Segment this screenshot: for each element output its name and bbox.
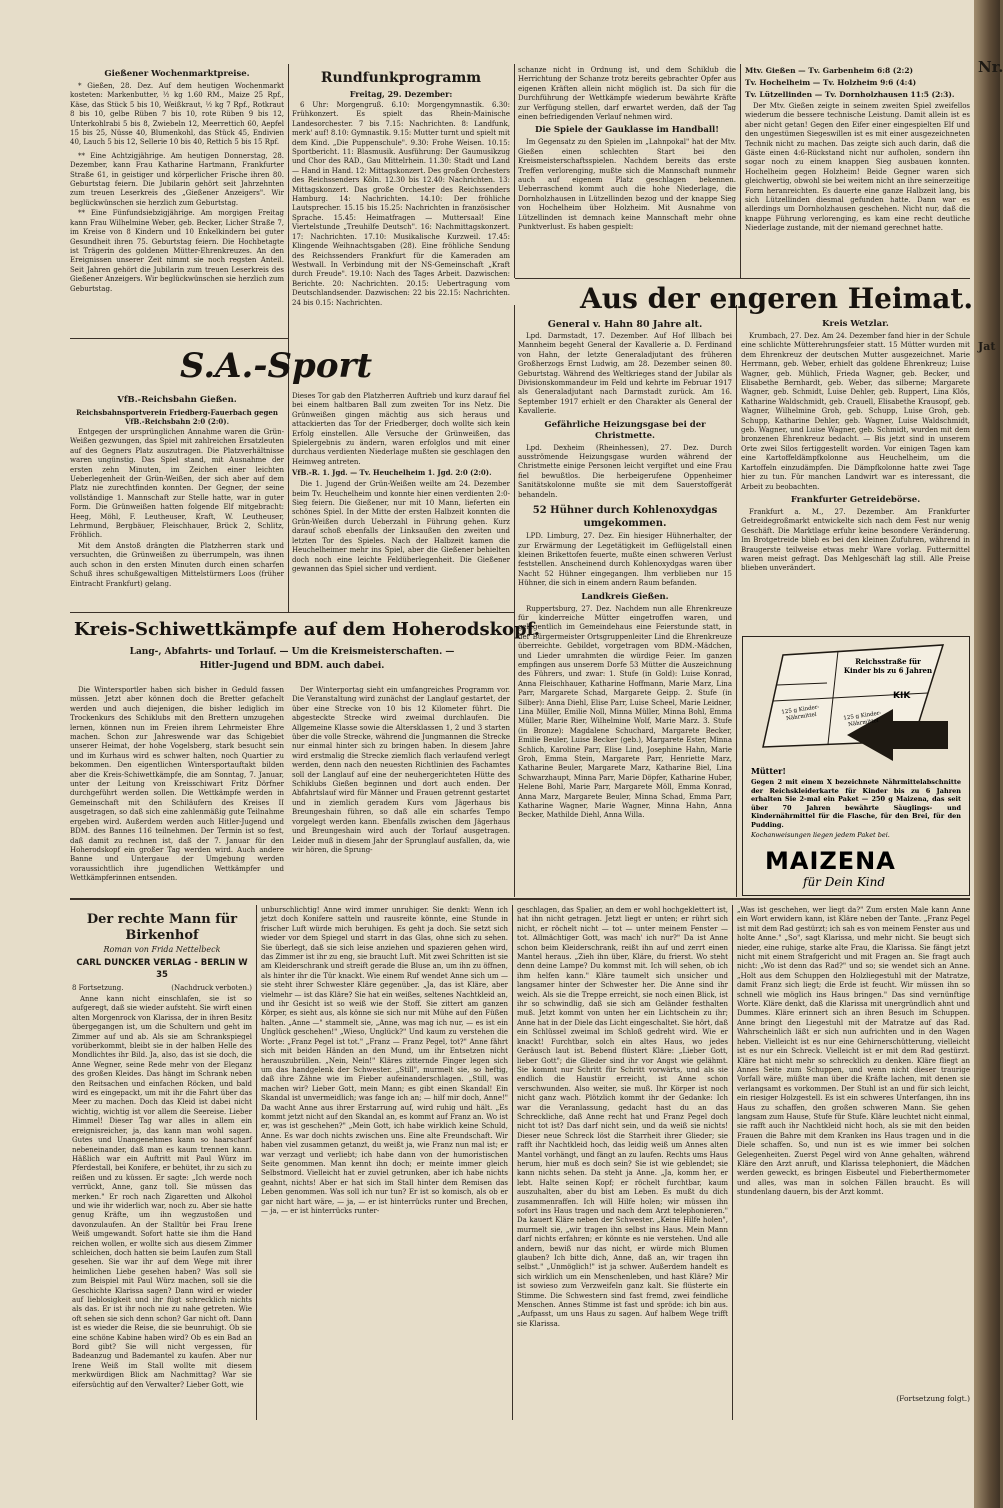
hahn-title: General v. Hahn 80 Jahre alt. <box>547 319 703 330</box>
novel-publisher: CARL DUNCKER VERLAG - BERLIN W 35 <box>76 958 248 980</box>
ad-brand: MAIZENA <box>765 847 896 875</box>
novel-body-4: „Was ist geschehen, wer liegt da?" Zum ersten Male kann Anne ein Wort erwidern kann, ist Kläre neben der Tante. „Franz Pegel ist mit dem Rad gestürzt; ich sah es von meinem Fenster aus und holte Anne." „So", sagt Klarissa, und mehr nicht. Sie beugt sich nieder, eine ruhige, starke alte Frau, die Klarissa. Sie fängt jetzt nicht mit einem Strafgericht und mit Fragen an. Sie fragt auch nicht: „Wo ist denn das Rad?" und so; sie wendet sich an Anne. „Holt aus dem Schuppen den Holzliegestuhl mit der Matratze, damit Franz sich liegt; die Erde ist feucht. Wir müssen ihn so schnell wie möglich ins Haus bringen." Das sind vernünftige Worte. Kläre denkt, daß die Klarissa mit unergründlich ahnt und Dummes. Kläre erinnert sich an ihren Besuch im Schuppen. Anne bringt den Liegestuhl mit der Matratze auf das Rad. Wahrscheinlich läßt er sich nun aufrichten und in den Wagen heben. Vielleicht ist es nur eine Gehirnerschütterung, vielleicht ist es nur ein Schreck. Vielleicht ist er mit dem Rad gestürzt. Kläre hat nicht mehr so schrecklich zu denken. Kläre fliegt an Annes Seite zum Schuppen, und wenn nicht dieser traurige Vorfall wäre, müßte man über die Kräfte lachen, mit denen sie verlangsamt es vorkommen. Der Stuhl ist an und für sich leicht, ein riesiger Holzgestell. Es ist ein schweres Unterfangen, ihn ins Haus zu schaffen, den großen schweren Mann. Sie gehen langsam zum Hause, Stufe für Stufe. Kläre leuchtet nicht einmal, sie rafft auch ihr Nachtkleid nicht hoch, als sie mit den beiden Frauen die Bahre mit dem Kranken ins Haus tragen und in die Diele schaffen. So, und nun ist es wie immer bei solchen Gelegenheiten. Zuerst Pegel wird von Anne gehalten, während Kläre den Arzt anruft, und Klarissa telephoniert, die Mädchen werden geweckt, es bringen Eisbeutel und Fieberthermometer und alles, was man in solchen Fällen braucht. Es will stundenlang dauern, bis der Arzt kommt. <box>737 906 970 1197</box>
column-rule <box>514 305 515 897</box>
heimat-headline: Aus der engeren Heimat. <box>580 282 974 315</box>
birthday-75: ** Eine Fünfundsiebzigjährige. Am morgigen Freitag kann Frau Wilhelmine Weber, geb. Becker, Licher Straße 7, im Kreise von 8 Kindern und 10 Enkelkindern bei guter Gesundheit ihren 75. Geburtstag feiern. Die Hochbetagte ist Trägerin des goldenen Mütter-Ehrenkreuzes. An den Ereignissen unserer Zeit nimmt sie noch regsten Anteil. Seit Jahren gehört die Jubilarin zum treuen Leserkreis des Gießener Anzeigers. Wir beglückwünschen sie herzlich zum Geburtstag. <box>70 209 284 293</box>
boerse-title: Frankfurter Getreidebörse. <box>790 494 921 505</box>
novel-continued: (Fortsetzung folgt.) <box>896 1394 970 1403</box>
ski-subtitle-1: Lang-, Abfahrts- und Torlauf. — Um die Kreismeisterschaften. — <box>129 647 455 657</box>
novel-column-3 <box>517 906 728 1418</box>
wetzlar-body: Krumbach, 27. Dez. Am 24. Dezember fand hier in der Schule eine schlichte Mütterehrungsfeier statt. 15 Mütter wurden mit dem Ehrenkreuz der deutschen Mutter ausgezeichnet. Marie Herrmann, geb. Weber, erhielt das goldene Ehrenkreuz; Luise Wagner, geb. Mühlich, Frieda Wagner, geb. Becker, und Elisabethe Bernhardt, geb. Weber, das silberne; Margarete Wagner, geb. Schmidt, Luise Dehler, geb. Ruppert, Lina Klös, Katharine Waldschmidt, geb. Crauell, Elisabethe Krausopf, geb. Wagner, Wilhelmine Groh, geb. Schupp, Luise Groh, geb. Schupp, Katharine Dehler, geb. Wagner, Luise Waldschmidt, geb. Wagner, und Luise Wagner, geb. Schmidt, wurden mit dem bronzenen Ehrenkreuz bedacht. — Bis jetzt sind in unserem Orte zwei Silos fertiggestellt worden. Vor einigen Tagen kam eine Kartoffeldämpfkolonne aus Heuchelheim, um die Kartoffeln einzudämpfen. Die Dämpfkolonne hatte zwei Tage hier zu tun. Für manchen Landwirt war es interessant, die Arbeit zu beobachten. <box>741 332 970 491</box>
novel-body-3: geschlagen, das Spalier, an dem er wohl hochgeklettert ist, hat ihn nicht getragen. Jetzt liegt er unten; er rührt sich nicht, er röchelt nicht — tot — unter meinem Fenster — tot. Allmächtiger Gott, was mach' ich nur?" Da ist Anne schon beim Kleiderschrank, reißt ihn auf und zerrt einen Mantel heraus. „Zieh ihn über, Kläre, du frierst. Wo steht denn deine Lampe? Du kommst mit. Ich will sehen, ob ich ihm helfen kann." Kläre taumelt sich unsicher und langsamer hinter der Schwester her. Die Anne sind ihr weich. Als sie die Treppe erreicht, sie noch einen Blick, ist ihr so schwindlig, daß sie sich am Geländer festhalten muß. Jetzt kommt von unten her ein Lichtschein zu ihr; Anne hat in der Diele das Licht eingeschaltet. Sie hört, daß ein Schlüssel zweimal im Schloß gedreht wird. Wie er knackt! Furchtbar, solch ein altes Haus, wo jedes Geräusch laut ist. Bebend flüstert Kläre: „Lieber Gott, lieber Gott"; die Glieder sind ihr vor Angst wie gelähmt. Sie kommt nur Schritt für Schritt vorwärts, und als sie endlich die Haustür erreicht, ist Anne schon verschwunden. Also weiter, sie muß. Ihr Körper ist noch nicht ganz wach. Plötzlich kommt ihr der Gedanke: Ich war die Veranlassung, gedacht hast du an das Schreckliche, daß Anne recht hat und Franz Pegel doch nicht tot ist? Das darf nicht sein, und da weiß sie nichts! Dieser neue Schreck löst die Starrheit ihrer Glieder; sie rafft ihr Nachtkleid hoch, das leidig weiß um Annes alten Mantel vorhängt, und fängt an zu laufen. Rechts ums Haus herum, hier muß es doch sein? Sie ist wie geblendet; sie kann nichts sehen. Da steht ja Anne. „Ja, komm her, er lebt. Halte seinen Kopf; er röchelt furchtbar, kaum auszuhalten, aber du bist am Leben. Es mußt du dich zusammenraffen. Ich will Hilfe holen; wir müssen ihn sofort ins Haus tragen und nach dem Arzt telephonieren." Da kauert Kläre neben der Schwester. „Keine Hilfe holen", murmelt sie, „wir tragen ihn selbst ins Haus. Mein Mann darf nichts erfahren; er könnte es nie verstehen. Und alle andern, bewiß nur das nicht, er würde mich Blumen glauben? Ich bitte dich, Anne, daß an, wir tragen ihn selbst." „Unmöglich!" ist ja schwer. Außerdem handelt es sich wirklich um ein Menschenleben, und hast Kläre? Mir ist sowieso zum Verzweifeln ganz kalt. Sie flüsterte ein Stimme. Die Schwestern sind fast fremd, zwei feindliche Menschen. Annes Stimme ist fast und spröde: ich bin aus. „Aufpasst, um uns Haus zu sagen. Auf halbem Wege trifft sie Klarissa. <box>517 906 728 1328</box>
handball-score-3: Tv. Lützellinden — Tv. Dornholzhausen 11:5 (2:3). <box>745 90 955 99</box>
ski-column-right <box>292 686 510 896</box>
ski-top-rule <box>70 612 514 613</box>
ski-column-left <box>70 686 284 896</box>
handball-body: Der Mtv. Gießen zeigte in seinem zweiten Spiel zweifellos wiederum die bessere technische Leistung. Damit allein ist es aber nicht getan! Gegen den Eifer einer eingespielten Elf und den ungestümen Siegeswillen ist es mit einer ausgezeichneten Technik nicht zu machen. Das zeigte sich auch darin, daß die Gäste einen 4:6-Rückstand nicht nur aufholen, sondern ihn sogar noch zu einem knappen Sieg ausbauen konnten. Hochelheim gegen Holzheim! Beide Gegner waren sich gleichwertig, obwohl sie bei weitem nicht an ihre seinerzeitige Form heranreichten. Es dauerte eine ganze Halbzeit lang, bis sich Lützellinden diesmal gefunden hatte. Dann war es allerdings um Dornholzhausen geschehen. Nicht nur, daß die knappe Führung verlorenging, es kam eine recht deutliche Niederlage zustande, mit der niemand gerechnet hatte. <box>745 102 970 233</box>
novel-body-2: unburschlichtig! Anne wird immer unruhiger. Sie denkt: Wenn ich jetzt doch Konifere satteln und rausreite könnte, eine Stunde in frischer Luft würde mich beruhigen. Es geht ja doch. Sie setzt sich wieder vor dem Spiegel und starrt in das Glas, ohne sich zu sehen. Sie überlegt, daß sie sich leise anziehen und spazieren gehen wird, das Zimmer ist ihr zu eng, sie braucht Luft. Mit zwei Schritten ist sie am Kleiderschrank und streift gerade die Bluse an, um ihn zu öffnen, als hinter ihr die Tür knackt. Wie einem Ruf wendet Anne sich um — sie steht ihrer Schwester Kläre gegenüber. „Ja, das ist Kläre, aber vielmehr — ist das Kläre? Sie hat ein weißes, seltenes Nachtkleid an, und ihr Gesicht ist so weiß wie der Stoff. Sie zittert am ganzen Körper, es sieht aus, als könne sie sich nur mit Mühe auf den Füßen halten. „Anne —" stammelt sie, „Anne, was mag ich nur, — es ist ein Unglück geschehen!" „Wieso, Unglück?" Und kaum zu verstehen die Worte: „Franz Pegel ist tot." „Franz — Franz Pegel, tot?" Anne fährt sich mit beiden Händen an den Mund, um ihr Entsetzen nicht herauszubrüllen. „Nein, Nein!" Kläres zitternde Finger legen sich um das handgelenk der Schwester. „Still", murmelt sie, so heftig, daß ihre Zähne wie im Fieber aufeinanderschlagen. „Still, was machen wir? Lieber Gott, mein Mann; es gibt einen Skandal! Ein Skandal ist unvermeidlich; was fange ich an; — hilf mir doch, Anne!" Da wacht Anne aus ihrer Erstarrung auf, wird ruhig und hält. „Es kommt jetzt nicht auf den Skandal an, es kommt auf Franz an. Wo ist er, was ist geschehen?" „Mein Gott, ich habe wirklich keine Schuld, Anne. Es war doch nichts zwischen uns. Eine alte Freundschaft. Wir haben viel zusammen getanzt, du weißt ja, wie Franz nun mal ist; er war verzagt und verliebt; ich habe dann von der humoristischen Seite genommen. Man kennt ihn doch; er meinte immer gleich Selbstmord. Vielleicht hat er zuviel getrunken, aber ich habe nichts geahnt, nichts! Aber er hat sich im Stall hinter dem Remisen das Leben genommen. Was soll ich nur tun? Er ist so komisch, als ob er gar nicht hart wäre, — ja, — er ist hinterrücks runter und Brechen, — ja, — er ist hinterrücks runter- <box>261 906 508 1215</box>
landkreis-body: Ruppertsburg, 27. Dez. Nachdem nun alle Ehrenkreuze für kinderreiche Mütter eingetroffen waren, und gelegentlich im Gemeindehaus eine Feierstunde statt, in der Bürgermeister Ortsgruppenleiter Lind die Ehrenkreuze überreichte. Gebildet, vorgetragen vom BDM.-Mädchen, und Lieder umrahmten die würdige Feier. Im ganzen empfingen aus unserem Dorfe 53 Mütter die Auszeichnung des Führers, und zwar: 1. Stufe (in Gold): Luise Konrad, Anna Fleischhauer, Katharine Hoffmann, Marie Marz, Lina Parr, Margarete Schad, Margarete Geipp. 2. Stufe (in Silber): Anna Diehl, Elise Parr, Luise Scheel, Marie Leidner, Lina Müller, Emilie Noll, Minna Müller, Minna Bohl, Emma Müller, Marie Rier, Wilhelmine Wolf, Marie Marz. 3. Stufe (in Bronze): Magdalene Schuchard, Margarete Becker, Emilie Beuler, Luise Becker (geb.), Margarete Ester, Minna Schlich, Karoline Parr, Elise Lind, Josephine Hahn, Marie Groh, Emma Stein, Margarete Parr, Henriette Marz, Katharine Beuler, Margarete Marz, Katharine Biel, Lina Schwarzhaupt, Minna Parr, Marie Döpfer, Katharine Huber, Helene Bohl, Marie Parr, Margarete Möll, Emma Konrad, Anna Marz, Margarete Beuler, Minna Schad, Emma Parr, Katharine Wagner, Marie Wagner, Minna Hahn, Anna Becker, Mathilde Diehl, Anna Willa. <box>518 604 732 820</box>
gauklasse-column <box>518 66 736 276</box>
sport-body-2: Mit dem Anstoß drängten die Platzherren stark und versuchten, die Grünweißen zu überrumpeln, was ihnen auch schon in den ersten Minuten durch einen scharfen Schuß ihres schußgewaltigen Mittelstürmers Loos (früher Eintracht Frankfurt) gelang. <box>70 541 284 588</box>
radio-date: Freitag, 29. Dezember: <box>349 89 453 99</box>
adjacent-page-edge <box>974 0 1003 1508</box>
sport-headline: S.A.-Sport <box>180 346 373 386</box>
ration-card-illustration <box>743 637 969 757</box>
market-body: * Gießen, 28. Dez. Auf dem heutigen Wochenmarkt kosteten: Markenbutter, ½ kg 1.60 RM., Maize 25 Rpf., Käse, das Stück 5 bis 10, Weißkraut, ½ kg 7 Rpf., Rotkraut 8 bis 10, gelbe Rüben 7 bis 10, rote Rüben 9 bis 12, Unterkohlrabi 5 bis 8, Zwiebeln 12, Meerrettich 60, Aepfel 15 bis 25, Nüsse 40, Blumenkohl, das Stück 45, Endivien 40, Lauch 5 bis 12, Sellerie 10 bis 40, Rettich 5 bis 15 Rpf. <box>70 82 284 147</box>
handball-column <box>745 66 970 276</box>
ad-text-block <box>751 765 961 840</box>
heimat-column-right <box>741 316 970 634</box>
hahn-body: Lpd. Darmstadt, 17. Dezember. Auf Hof Illbach bei Mannheim begeht General der Kavallerie a. D. Ferdinand von Hahn, der letzte Generaladjutant des früheren Großherzogs Ernst Ludwig, am 28. Dezember seinen 80. Geburtstag. Während des Weltkrieges stand der Jubilar als Divisionskommandeur im Feld und kehrte im Februar 1917 als Generaladjutant nach Darmstadt zurück. Am 16. September 1917 erhielt er den Charakter als General der Kavallerie. <box>518 332 732 416</box>
ski-body-2: Der Winterportag sieht ein umfangreiches Programm vor. Die Veranstaltung wird zunächst der Langlauf gestartet, der über eine Strecke von 10 bis 12 Kilometer führt. Die abgesteckte Strecke wird zweimal durchlaufen. Die Allgemeine Klasse sowie die Altersklassen 1, 2 und 3 starten über die volle Strecke, während die Jungmannen die Strecke nur einmal hinter sich zu bringen haben. In diesem Jahre wird erstmalig die Strecke ziemlich flach verlaufend verlegt werden, denn nach den neuesten Richtlinien des Fachamtes soll der Langlauf auf eine der neuhergerichteten Hütte des Schiklubs Gießen beginnen und dort auch enden. Der Abfahrtslauf wird für Männer und Frauen getrennt gestartet und in ziemlich geradem Kurs vom Jägerhaus bis Breungeshain führen, so daß alle ein scharfes Tempo vorgelegt werden kann. Ebenfalls zwischen dem Jägerhaus und Breungeshain wird auch der Torlauf ausgetragen. Leider muß in diesem Jahr der Sprunglauf ausfallen, da, wie wir hören, die Sprung- <box>292 686 510 854</box>
heimat-top-rule <box>515 278 970 279</box>
sport-club-heading: VfB.-Reichsbahn Gießen. <box>117 395 237 405</box>
ski-body-1: Die Wintersportler haben sich bisher in Geduld fassen müssen. Jetzt aber können doch die Bretter gefachelt werden und auch diejenigen, die bisher lediglich im Trockenkurs des Schiklubs mit den Brettern umzugehen lernen, können nun im Freien ihrem Lehrmeister Ehre machen. Schon zur Jahreswende war das Schigebiet unserer Heimat, der hohe Vogelsberg, stark besucht sein und im Kurhaus wird es schwer halten, noch Quartier zu bekommen. Den eigentlichen Wintersportauftakt bilden aber die Kreis-Schiwettkämpfe, die am Sonntag, 7. Januar, unter der Leitung von Kreisschiwart Fritz Dörfner durchgeführt werden sollen. Die Wettkämpfe werden in Gemeinschaft mit den Schiläufern des Kreises II ausgetragen, so daß sich eine zahlenmäßig gute Teilnahme ergeben wird. Außerdem werden auch Hitler-Jugend und BDM. des Bannes 116 teilnehmen. Der Termin ist so fest, daß damit zu rechnen ist, daß der 7. Januar für den Hoherodskopf ein großer Tag werden wird. Auch andere Banne und Untergaue der Umgebung werden voraussichtlich ihre jugendlichen Wettkämpfer und Wettkämpferinnen entsenden. <box>70 686 284 883</box>
sport-body-1: Entgegen der ursprünglichen Annahme waren die Grün-Weißen gezwungen, das Spiel mit zahlreichen Ersatzleuten auf des Gegners Platz auszutragen. Die Platzverhältnisse waren ungünstig. Das Spiel stand, mit Ausnahme der ersten zehn Minuten, im Zeichen einer leichten Ueberlegenheit der Grün-Weißen, der sich aber auf dem Platz nie zurechtfinden konnten. Der Gegner, der seine vollständige 1. Mannschaft zur Stelle hatte, war in guter Form. Die Grünweißen hatten folgende Elf mitgebracht: Heeg, Möhl, F. Leutheuser, Kraft, W. Leutheuser, Lehrmund, Bergbäuer, Fleischhauer, Brück 2, Schlitz, Fröhlich. <box>70 428 284 540</box>
ad-coupon-b: 125 g Kinder-Nährmittel <box>843 710 882 729</box>
ad-map-title: Reichsstraße für Kinder bis zu 6 Jahren <box>843 657 933 675</box>
novel-column-2 <box>261 906 508 1418</box>
edge-label-mid: Jat <box>978 340 996 353</box>
birthday-80: ** Eine Achtzigjährige. Am heutigen Donnerstag, 28. Dezember, kann Frau Katharine Hartmann, Frankfurter Straße 61, in geistiger und körperlicher Frische ihren 80. Geburtstag feiern. Die Jubilarin gehört seit Jahrzehnten zum treuen Leserkreis des „Gießener Anzeigers". Wir beglückwünschen sie herzlich zum Geburtstag. <box>70 151 284 207</box>
sport-youth-result: VfB.-R. 1. Jgd. — Tv. Heuchelheim 1. Jgd. 2:0 (2:0). <box>292 468 492 478</box>
ad-slogan: für Dein Kind <box>803 875 886 889</box>
gas2-title: 52 Hühner durch Kohlenoxydgas umgekommen. <box>532 505 718 530</box>
column-rule <box>288 64 289 392</box>
heimat-column-left <box>518 316 732 896</box>
ad-kik-label: KIK <box>893 691 911 701</box>
maizena-advertisement <box>742 636 970 896</box>
wetzlar-title: Kreis Wetzlar. <box>822 319 889 329</box>
gas2-body: LPD. Limburg, 27. Dez. Ein hiesiger Hühnerhalter, der zur Erwärmung der Legetätigkeit im Geflügelstall einen kleinen Brikettofen feuerte, mußte einen schweren Verlust feststellen. Anscheinend durch Kohlenoxydgas waren über Nacht 52 Hühner eingegangen. Ihm verblieben nur 15 Hühner, die sich in einem andern Raum befanden. <box>518 532 732 588</box>
ski-continuation: schanze nicht in Ordnung ist, und dem Schiklub die Herrichtung der Schanze trotz bereits gebrachter Opfer aus eigenen Kräften allein nicht möglich ist. Da sich für die Durchführung der Wettkämpfe wiederum bewährte Kräfte zur Verfügung stellen, darf erwartet werden, daß der Tag einen befriedigenden Verlauf nehmen wird. <box>518 66 736 122</box>
column-rule <box>512 905 513 1420</box>
novel-rights: (Nachdruck verboten.) <box>171 984 252 992</box>
radio-body: 6 Uhr: Morgengruß. 6.10: Morgengymnastik. 6.30: Frühkonzert. Es spielt das Rhein-Mainische Landesorchester. 7 bis 7.15: Nachrichten. 8: Landfunk, merk' auf! 8.10: Gymnastik. 9.15: Mutter turnt und spielt mit dem Kind. „Die Puppenschule". 9.30: Frohe Weisen. 10.15: Sportbericht. 11: Blasmusik. Ausführung: Der Gaumusikzug und Chor des RAD., Gau Mittelrhein. 11.30: Stadt und Land — Hand in Hand. 12: Mittagskonzert. Des großen Orchesters des Reichssenders Köln. 12.30 bis 12.40: Nachrichten. 13: Mittagskonzert. Das große Orchester des Reichssenders Hamburg. 14: Nachrichten. 14.10: Der fröhliche Lautsprecher. 15.15 bis 15.25: Nachrichten in französischer Sprache. 15.45: Heimatfragen — Muttersaal! Eine Viertelstunde „Treuhilfe Deutsch". 16: Nachmittagskonzert. 17: Nachrichten. 17.10: Musikalische Kurzweil. 17.45: Klingende Weihnachtsgaben (28). Eine fröhliche Sendung des Reichssenders Frankfurt für die Kameraden am Westwall. In Verbindung mit der NS-Gemeinschaft „Kraft durch Freude". 19.10: Nach des Tages Arbeit. Dazwischen: Berichte. 20: Nachrichten. 20.15: Uebertragung vom Deutschlandsender. Dazwischen: 22 bis 22.15: Nachrichten. 24 bis 0.15: Nachrichten. <box>292 101 510 307</box>
ad-body: Gegen 2 mit einem X bezeichnete Nährmittelabschnitte der Reichskleiderkarte für Kinder bis zu 6 Jahren erhalten Sie 2-mal ein Paket — 250 g Maizena, das seit über 70 Jahren bewährte Säuglings- und Kindernährmittel für die Flasche, für den Brei, für den Pudding. <box>751 778 961 829</box>
sport-body-4: Die 1. Jugend der Grün-Weißen weilte am 24. Dezember beim Tv. Heuchelheim und konnte hier einen verdienten 2:0-Sieg feiern. Die Gießener, nur mit 10 Mann, lieferten ein schönes Spiel. In der Mitte der ersten Halbzeit konnten die Grün-Weißen durch Ueberzahl in Führung gehen. Kurz darauf schoß ebenfalls der Linksaußen den zweiten und letzten Tor des Spieles. Nach der Halbzeit kamen die Heuchelheimer mehr ins Spiel, aber die Gießener behielten doch noch eine leichte Feldüberlegenheit. Die Gießener gewannen das Spiel sicher und verdient. <box>292 480 510 573</box>
handball-score-2: Tv. Hochelheim — Tv. Holzheim 9:6 (4:4) <box>745 78 917 87</box>
novel-author: Roman von Frida Nettelbeck <box>103 945 221 954</box>
sport-top-rule <box>70 338 288 339</box>
radio-column <box>292 66 510 338</box>
sport-column-left <box>70 392 284 610</box>
ad-coupon-a: 125 g Kinder-Nährmittel <box>781 704 820 723</box>
market-title: Gießener Wochenmarktpreise. <box>104 69 250 79</box>
feuilleton-rule <box>70 898 970 900</box>
column-rule <box>736 305 737 897</box>
ski-headline: Kreis-Schiwettkämpfe auf dem Hoherodskopf. <box>74 619 541 640</box>
novel-column-1 <box>72 906 252 1418</box>
column-rule <box>256 905 257 1420</box>
novel-installment: 8 Fortsetzung. <box>72 984 124 992</box>
sport-column-right <box>292 392 510 610</box>
edge-label-top: Nr. <box>978 58 1003 76</box>
boerse-body: Frankfurt a. M., 27. Dezember. Am Frankfurter Getreidegroßmarkt entwickelte sich nach dem Fest nur wenig Geschäft. Die Marktlage erfuhr keine besondere Veränderung. Im Brotgetreide blieb es bei den kleinen Zufuhren, während in Braugerste teilweise etwas mehr Ware vorlag. Futtermittel waren meist gefragt. Das Mehlgeschäft lag still. Alle Preise blieben unverändert. <box>741 507 970 573</box>
novel-column-4 <box>737 906 970 1418</box>
column-rule <box>288 390 289 612</box>
ad-note: Kochanweisungen liegen jedem Paket bei. <box>751 830 890 839</box>
landkreis-title: Landkreis Gießen. <box>581 591 669 602</box>
sport-body-3: Dieses Tor gab den Platzherren Auftrieb und kurz darauf fiel bei einem haltbaren Ball zum zweiten Tor ins Netz. Die Grünweißen gingen mächtig aus sich heraus und attackierten das Tor der Friedberger, doch wollte sich kein Erfolg einstellen. Alle Versuche der Grünweißen, das Spielergebnis zu ändern, waren erfolglos und mit einer durchaus verdienten Niederlage mußten sie geschlagen den Heimweg antreten. <box>292 392 510 466</box>
column-rule <box>740 64 741 278</box>
gauklasse-body: Im Gegensatz zu den Spielen im „Lahnpokal" hat der Mtv. Gießen einen schlechten Start bei den Kreismeisterschaftsspielen. Nachdem bereits das erste Treffen verlorenging, mußte sich die Mannschaft nunmehr auch auf eigenem Platz geschlagen bekennen. Ueberraschend kommt auch die hohe Niederlage, die Dornholzhausen in Lützellinden bezog und der knappe Sieg von Hochelheim über Holzheim. Mit Ausnahme von Lützellinden ist demnach keine Mannschaft mehr ohne Punktverlust. Es haben gespielt: <box>518 138 736 232</box>
ski-subtitles <box>70 645 514 685</box>
sport-match-line: Reichsbahnsportverein Friedberg-Fauerbach gegen VfB.-Reichsbahn 2:0 (2:0). <box>76 408 278 426</box>
market-column <box>70 66 284 336</box>
novel-body-1: Anne kann nicht einschlafen, sie ist so aufgeregt, daß sie wieder aufsteht. Sie wirft einen alten Morgenrock von Klarissa, der in ihren Besitz übergegangen ist, um die Schultern und geht im Zimmer auf und ab. Als sie am Schrankspiegel vorüberkommt, bleibt sie in der halben Helle des Mondlichtes ihr Bild. Ja, also, das ist sie doch, die Anne Wegner, seine Rede mehr von der Eleganz des großen Kleides. Das hängt im Schrank neben den Reitsachen und einfachen Röcken, und bald wird es eingepackt, um mit ihr die Fahrt über das Meer zu machen. Doch das Kleid ist dabei nicht wichtig, wichtig ist vor allem die Seereise. Lieber Himmel! Dieser Tag war alles in allem ein ereignisreicher, ja, das kann man wohl sagen. Gutes und Unangenehmes kann so haarscharf nebeneinander, daß man es kaum trennen kann. Häßlich war ein Auftritt mit Paul Würz im Pferdestall, bei Konifere, er behütet, ihr zu sich zu reißen und zu küssen. Er sagte: „Ich werde noch verrückt, Anne, ganz toll. Sie müssen das merken." Er roch nach Zigaretten und Alkohol und wie ihr widerlich war, noch zu. Aber sie hatte genug Kräfte, um ihn wegzustoßen und davonzulaufen. An der Stalltür bei Frau Irene Weiß umgewandt. Sofort hatte sie ihm die Hand reichen wollen, er wollte sich aus diesem Zimmer schleichen, doch hatten sie beim Laufen zum Stall gesehen. Sie war ihr auf dem Wege mit ihrer heimlichen Liebe gesehen haben? Was soll sie zum Beispiel mit Paul Würz machen, soll sie die Geschichte Klarissa sagen? Dann wird er wieder auf lieblosigkeit und ihr fügt schrecklich nichts als das. Er ist ihr noch nie zu nahe getreten. Wie oft sehen sie sich denn schon? Gar nicht oft. Dann ist es wieder die Reise, die sie beunruhigt. Ob sie eine schöne Kabine haben wird? Ob es ein Bad an Bord gibt? Sie will nicht vergessen, für Badeanzug und Bademantel zu kaufen. Aber nur Irene Weiß im Stall wollte mit diesem merkwürdigen Blick am Nachmittag? War sie eifersüchtig auf den Verwalter? Lieber Gott, wie <box>72 995 252 1389</box>
ski-subtitle-2: Hitler-Jugend und BDM. auch dabei. <box>199 661 385 671</box>
radio-title: Rundfunkprogramm <box>320 70 482 86</box>
ad-heading: Mütter! <box>751 766 786 776</box>
column-rule <box>514 64 515 278</box>
column-rule <box>732 905 733 1420</box>
handball-score-1: Mtv. Gießen — Tv. Garbenheim 6:8 (2:2) <box>745 66 914 75</box>
novel-title: Der rechte Mann für Birkenhof <box>86 912 238 943</box>
gas1-body: Lpd. Dexheim (Rheinhessen), 27. Dez. Durch ausströmende Heizungsgase wurden während der Christmette einige Personen leicht vergiftet und eine Frau fiel bewußtlos. Die herbeigerufene Oppenheimer Sanitätskolonne mußte sie mit dem Sauerstoffgerät behandeln. <box>518 443 732 499</box>
gas1-title: Gefährliche Heizungsgase bei der Christmette. <box>544 419 706 441</box>
gauklasse-title: Die Spiele der Gauklasse im Handball! <box>534 125 720 136</box>
